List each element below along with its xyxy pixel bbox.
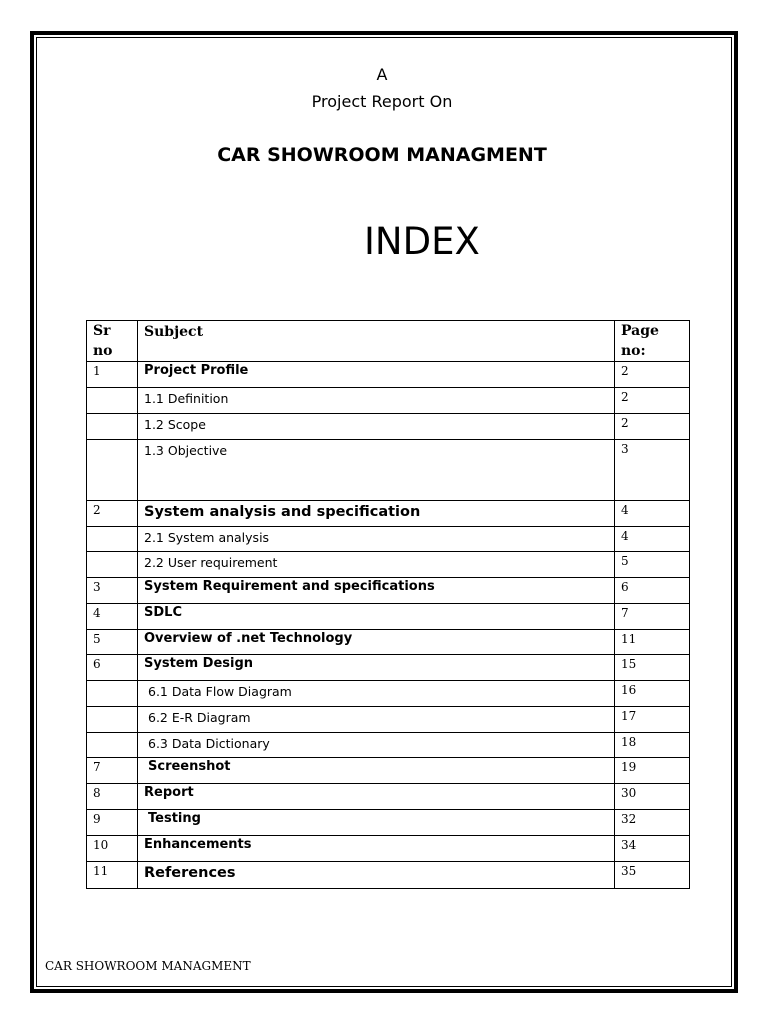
table-row [87, 578, 690, 604]
cell-page: 11 [615, 630, 690, 655]
cell-sr [87, 681, 138, 707]
cell-subject: Testing [138, 810, 615, 836]
table-row [87, 784, 690, 810]
table-row [87, 604, 690, 630]
table-row [87, 552, 690, 578]
table-header-row [87, 321, 690, 362]
cell-sr [87, 733, 138, 758]
header-page-line2: no: [621, 343, 646, 359]
cell-subject: 6.1 Data Flow Diagram [138, 681, 615, 707]
table-row [87, 707, 690, 733]
table-row [87, 527, 690, 552]
heading-project-report: Project Report On [311, 92, 453, 111]
cell-subject: 2.1 System analysis [138, 527, 615, 552]
table-row [87, 414, 690, 440]
cell-page: 32 [615, 810, 690, 836]
cell-page: 5 [615, 552, 690, 578]
cell-sr: 5 [87, 630, 138, 655]
header-sr-line1: Sr [93, 323, 111, 339]
cell-sr [87, 414, 138, 440]
cell-sr: 9 [87, 810, 138, 836]
cell-page: 2 [615, 414, 690, 440]
document-title: CAR SHOWROOM MANAGMENT [217, 144, 547, 166]
table-row [87, 758, 690, 784]
cell-page: 15 [615, 655, 690, 681]
cell-page: 2 [615, 362, 690, 388]
cell-page: 3 [615, 440, 690, 501]
table-row [87, 501, 690, 527]
cell-page: 2 [615, 388, 690, 414]
cell-sr [87, 388, 138, 414]
cell-subject: References [138, 862, 615, 889]
header-sr-line2: no [93, 343, 113, 359]
index-table [86, 320, 690, 889]
table-row [87, 862, 690, 889]
page-footer: CAR SHOWROOM MANAGMENT [45, 959, 251, 973]
cell-sr [87, 707, 138, 733]
cell-subject: Project Profile [138, 362, 615, 388]
header-subject: Subject [138, 321, 615, 362]
cell-subject: 6.3 Data Dictionary [138, 733, 615, 758]
cell-subject: Enhancements [138, 836, 615, 862]
cell-page: 4 [615, 527, 690, 552]
cell-subject: 6.2 E-R Diagram [138, 707, 615, 733]
cell-subject: System analysis and specification [138, 501, 615, 527]
cell-subject: 1.3 Objective [138, 440, 615, 501]
cell-sr [87, 527, 138, 552]
table-row [87, 733, 690, 758]
cell-subject: System Design [138, 655, 615, 681]
cell-subject: SDLC [138, 604, 615, 630]
cell-page: 34 [615, 836, 690, 862]
cell-subject: 1.2 Scope [138, 414, 615, 440]
cell-page: 17 [615, 707, 690, 733]
index-heading: INDEX [364, 220, 480, 263]
cell-sr: 8 [87, 784, 138, 810]
cell-sr [87, 552, 138, 578]
cell-page: 35 [615, 862, 690, 889]
cell-page: 4 [615, 501, 690, 527]
cell-sr: 2 [87, 501, 138, 527]
table-row [87, 388, 690, 414]
header-sr-no [87, 321, 138, 362]
cell-sr: 1 [87, 362, 138, 388]
cell-sr: 11 [87, 862, 138, 889]
cell-page: 18 [615, 733, 690, 758]
header-page-no [615, 321, 690, 362]
cell-subject: System Requirement and specifications [138, 578, 615, 604]
table-row [87, 810, 690, 836]
table-row [87, 362, 690, 388]
cell-subject: Report [138, 784, 615, 810]
cell-subject: Overview of .net Technology [138, 630, 615, 655]
cell-page: 30 [615, 784, 690, 810]
cell-sr: 4 [87, 604, 138, 630]
cell-page: 19 [615, 758, 690, 784]
cell-sr: 7 [87, 758, 138, 784]
cell-subject: 1.1 Definition [138, 388, 615, 414]
cell-subject: 2.2 User requirement [138, 552, 615, 578]
cell-sr [87, 440, 138, 501]
table-row [87, 630, 690, 655]
cell-sr: 6 [87, 655, 138, 681]
table-row [87, 836, 690, 862]
cell-sr: 3 [87, 578, 138, 604]
header-page-line1: Page [621, 323, 659, 339]
cell-subject: Screenshot [138, 758, 615, 784]
cell-page: 16 [615, 681, 690, 707]
table-row [87, 440, 690, 501]
heading-a: A [376, 65, 388, 84]
cell-page: 7 [615, 604, 690, 630]
table-row [87, 655, 690, 681]
cell-page: 6 [615, 578, 690, 604]
cell-sr: 10 [87, 836, 138, 862]
table-row [87, 681, 690, 707]
